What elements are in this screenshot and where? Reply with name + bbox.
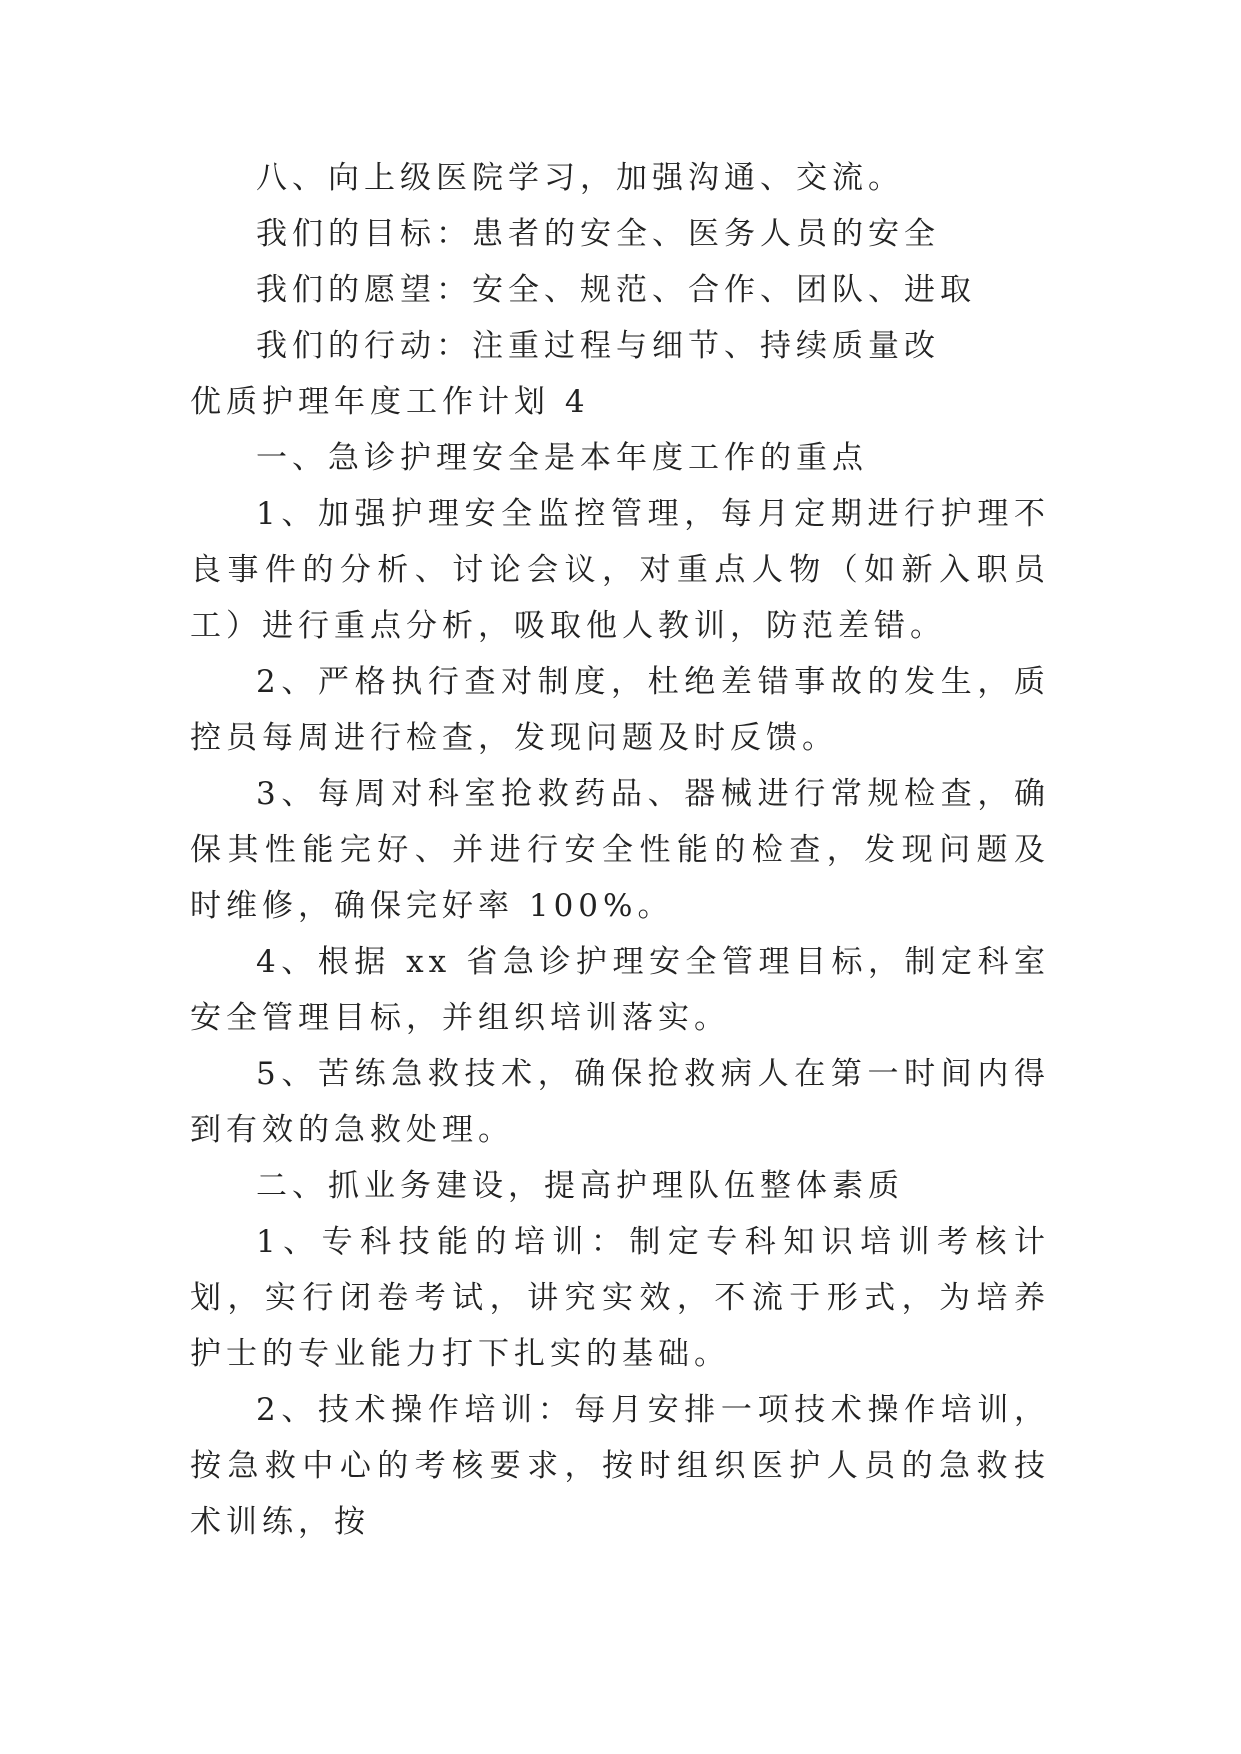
section-heading-one: 一、急诊护理安全是本年度工作的重点 (256, 440, 868, 476)
list-item-1-1: 1、加强护理安全监控管理，每月定期进行护理不良事件的分析、讨论会议，对重点人物（如新入职员工）进行重点分析，吸取他人教训，防范差错。 (190, 496, 1050, 644)
document-page (190, 150, 1050, 1550)
list-item-2-2: 2、技术操作培训：每月安排一项技术操作培训，按急救中心的考核要求，按时组织医护人员的急救技术训练，按 (190, 1392, 1050, 1540)
section-heading-two: 二、抓业务建设，提高护理队伍整体素质 (256, 1168, 904, 1204)
paragraph-our-action: 我们的行动：注重过程与细节、持续质量改 (256, 328, 940, 364)
paragraph-section-eight: 八、向上级医院学习，加强沟通、交流。 (256, 160, 904, 196)
list-item-1-2: 2、严格执行查对制度，杜绝差错事故的发生，质控员每周进行检查，发现问题及时反馈。 (190, 664, 1050, 756)
paragraph-our-wish: 我们的愿望：安全、规范、合作、团队、进取 (256, 272, 976, 308)
list-item-1-4: 4、根据 xx 省急诊护理安全管理目标，制定科室安全管理目标，并组织培训落实。 (190, 944, 1050, 1036)
list-item-1-5: 5、苦练急救技术，确保抢救病人在第一时间内得到有效的急救处理。 (190, 1056, 1050, 1148)
list-item-1-3: 3、每周对科室抢救药品、器械进行常规检查，确保其性能完好、并进行安全性能的检查，发现问题及时维修，确保完好率 100%。 (190, 776, 1050, 924)
plan-title: 优质护理年度工作计划 4 (190, 384, 590, 420)
paragraph-our-goal: 我们的目标：患者的安全、医务人员的安全 (256, 216, 940, 252)
list-item-2-1: 1、专科技能的培训：制定专科知识培训考核计划，实行闭卷考试，讲究实效，不流于形式，为培养护士的专业能力打下扎实的基础。 (190, 1224, 1050, 1372)
